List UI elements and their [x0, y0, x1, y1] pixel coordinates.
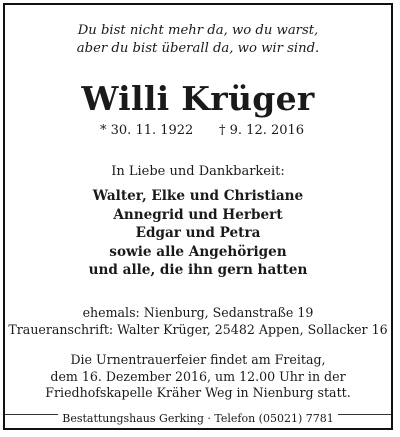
- former-address: ehemals: Nienburg, Sedanstraße 19: [82, 305, 314, 320]
- obituary-frame: [3, 3, 393, 430]
- ceremony-line: Friedhofskapelle Kräher Weg in Nienburg statt.: [45, 385, 351, 400]
- birth-date: * 30. 11. 1922: [100, 123, 194, 138]
- ceremony-line: Die Urnentrauerfeier findet am Freitag,: [70, 352, 326, 367]
- mourner-line: sowie alle Angehörigen: [109, 243, 287, 260]
- footer: [5, 407, 391, 426]
- funeral-home-contact: Bestattungshaus Gerking · Telefon (05021) 7781: [58, 412, 338, 426]
- mourner-line: Annegrid und Herbert: [113, 206, 283, 223]
- mourners-list: [5, 187, 391, 280]
- ceremony-notice: [5, 352, 391, 402]
- quote-line: aber du bist überall da, wo wir sind.: [76, 41, 320, 56]
- mourning-address: Traueranschrift: Walter Krüger, 25482 Appen, Sollacker 16: [8, 322, 388, 337]
- quote-line: Du bist nicht mehr da, wo du warst,: [77, 23, 319, 38]
- mourner-line: Edgar und Petra: [135, 225, 261, 241]
- mourner-line: Walter, Elke und Christiane: [92, 188, 304, 204]
- ceremony-line: dem 16. Dezember 2016, um 12.00 Uhr in der: [50, 368, 346, 384]
- mourner-line: und alle, die ihn gern hatten: [88, 262, 308, 278]
- addresses: [5, 304, 391, 338]
- deceased-name: Willi Krüger: [81, 79, 315, 118]
- memorial-quote: [5, 22, 391, 58]
- death-date: † 9. 12. 2016: [219, 123, 305, 138]
- dedication-intro: In Liebe und Dankbarkeit:: [111, 164, 285, 179]
- obituary-content: [5, 5, 391, 428]
